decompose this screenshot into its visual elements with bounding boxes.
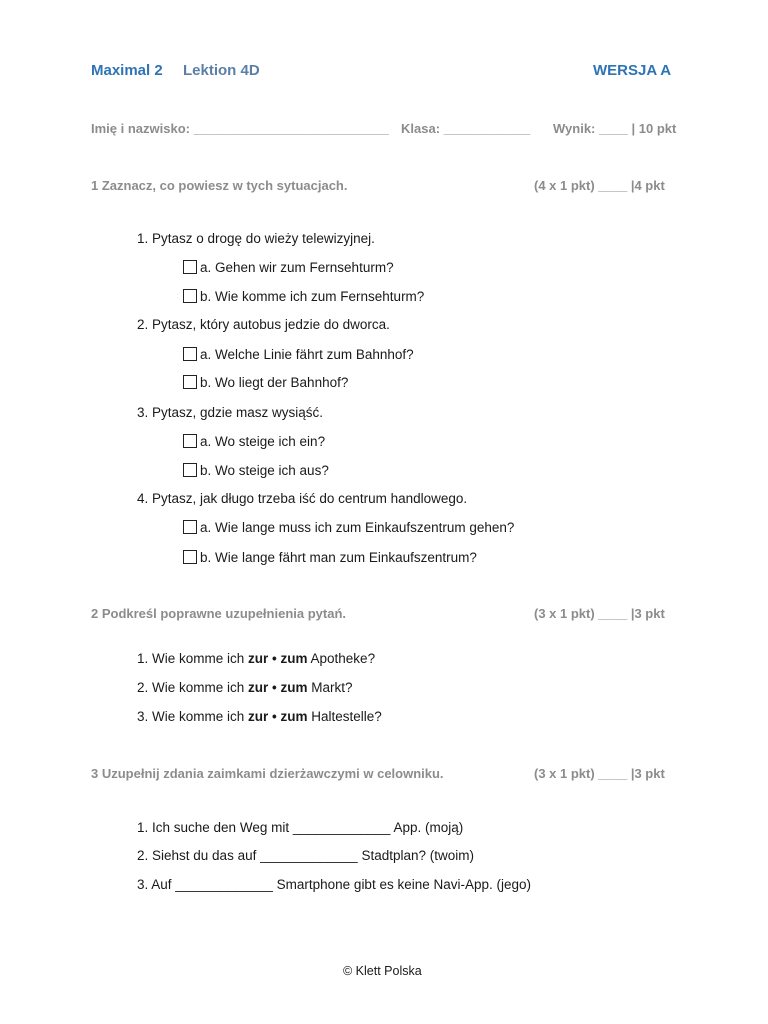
lesson-title: Lektion 4D (183, 62, 260, 79)
task2-item: 2. Wie komme ich zur • zum Markt? (137, 680, 353, 695)
choice-options[interactable]: zur • zum (248, 680, 308, 695)
task2-title: 2 Podkreśl poprawne uzupełnienia pytań. (91, 606, 346, 621)
score-field: Wynik: ____ | 10 pkt (553, 121, 677, 136)
course-title: Maximal 2 (91, 62, 163, 79)
task2-item: 3. Wie komme ich zur • zum Haltestelle? (137, 709, 382, 724)
task1-option: b. Wie lange fährt man zum Einkaufszentrum? (183, 550, 477, 565)
task3-item: 3. Auf _____________ Smartphone gibt es keine Navi-App. (jego) (137, 877, 532, 892)
task1-question: 3. Pytasz, gdzie masz wysiąść. (137, 405, 324, 420)
task1-option: a. Wo steige ich ein? (183, 434, 325, 449)
task1-question: 2. Pytasz, który autobus jedzie do dworca. (137, 317, 390, 332)
task1-option: a. Gehen wir zum Fernsehturm? (183, 260, 394, 275)
task1-option: b. Wo steige ich aus? (183, 463, 329, 478)
checkbox-icon[interactable] (183, 289, 197, 303)
checkbox-icon[interactable] (183, 260, 197, 274)
version-label: WERSJA A (593, 62, 672, 79)
task1-option: b. Wie komme ich zum Fernsehturm? (183, 289, 424, 304)
task1-option: b. Wo liegt der Bahnhof? (183, 375, 348, 390)
task3-item: 1. Ich suche den Weg mit _____________ App. (moją) (137, 820, 464, 835)
task3-title: 3 Uzupełnij zdania zaimkami dzierżawczymi w celowniku. (91, 766, 444, 781)
name-field: Imię i nazwisko: ___________________________ (91, 121, 389, 136)
task3-points: (3 x 1 pkt) ____ |3 pkt (534, 766, 665, 781)
task2-item: 1. Wie komme ich zur • zum Apotheke? (137, 651, 376, 666)
checkbox-icon[interactable] (183, 550, 197, 564)
task1-question: 1. Pytasz o drogę do wieży telewizyjnej. (137, 231, 375, 246)
choice-options[interactable]: zur • zum (248, 709, 308, 724)
task1-question: 4. Pytasz, jak długo trzeba iść do centrum handlowego. (137, 491, 468, 506)
task3-item: 2. Siehst du das auf _____________ Stadtplan? (twoim) (137, 848, 474, 863)
choice-options[interactable]: zur • zum (248, 651, 308, 666)
checkbox-icon[interactable] (183, 347, 197, 361)
checkbox-icon[interactable] (183, 375, 197, 389)
task1-title: 1 Zaznacz, co powiesz w tych sytuacjach. (91, 178, 348, 193)
checkbox-icon[interactable] (183, 520, 197, 534)
task1-option: a. Welche Linie fährt zum Bahnhof? (183, 347, 414, 362)
task1-points: (4 x 1 pkt) ____ |4 pkt (534, 178, 665, 193)
checkbox-icon[interactable] (183, 463, 197, 477)
task1-option: a. Wie lange muss ich zum Einkaufszentrum gehen? (183, 520, 514, 535)
footer-copyright: © Klett Polska (343, 964, 422, 978)
checkbox-icon[interactable] (183, 434, 197, 448)
task2-points: (3 x 1 pkt) ____ |3 pkt (534, 606, 665, 621)
class-field: Klasa: ____________ (401, 121, 531, 136)
